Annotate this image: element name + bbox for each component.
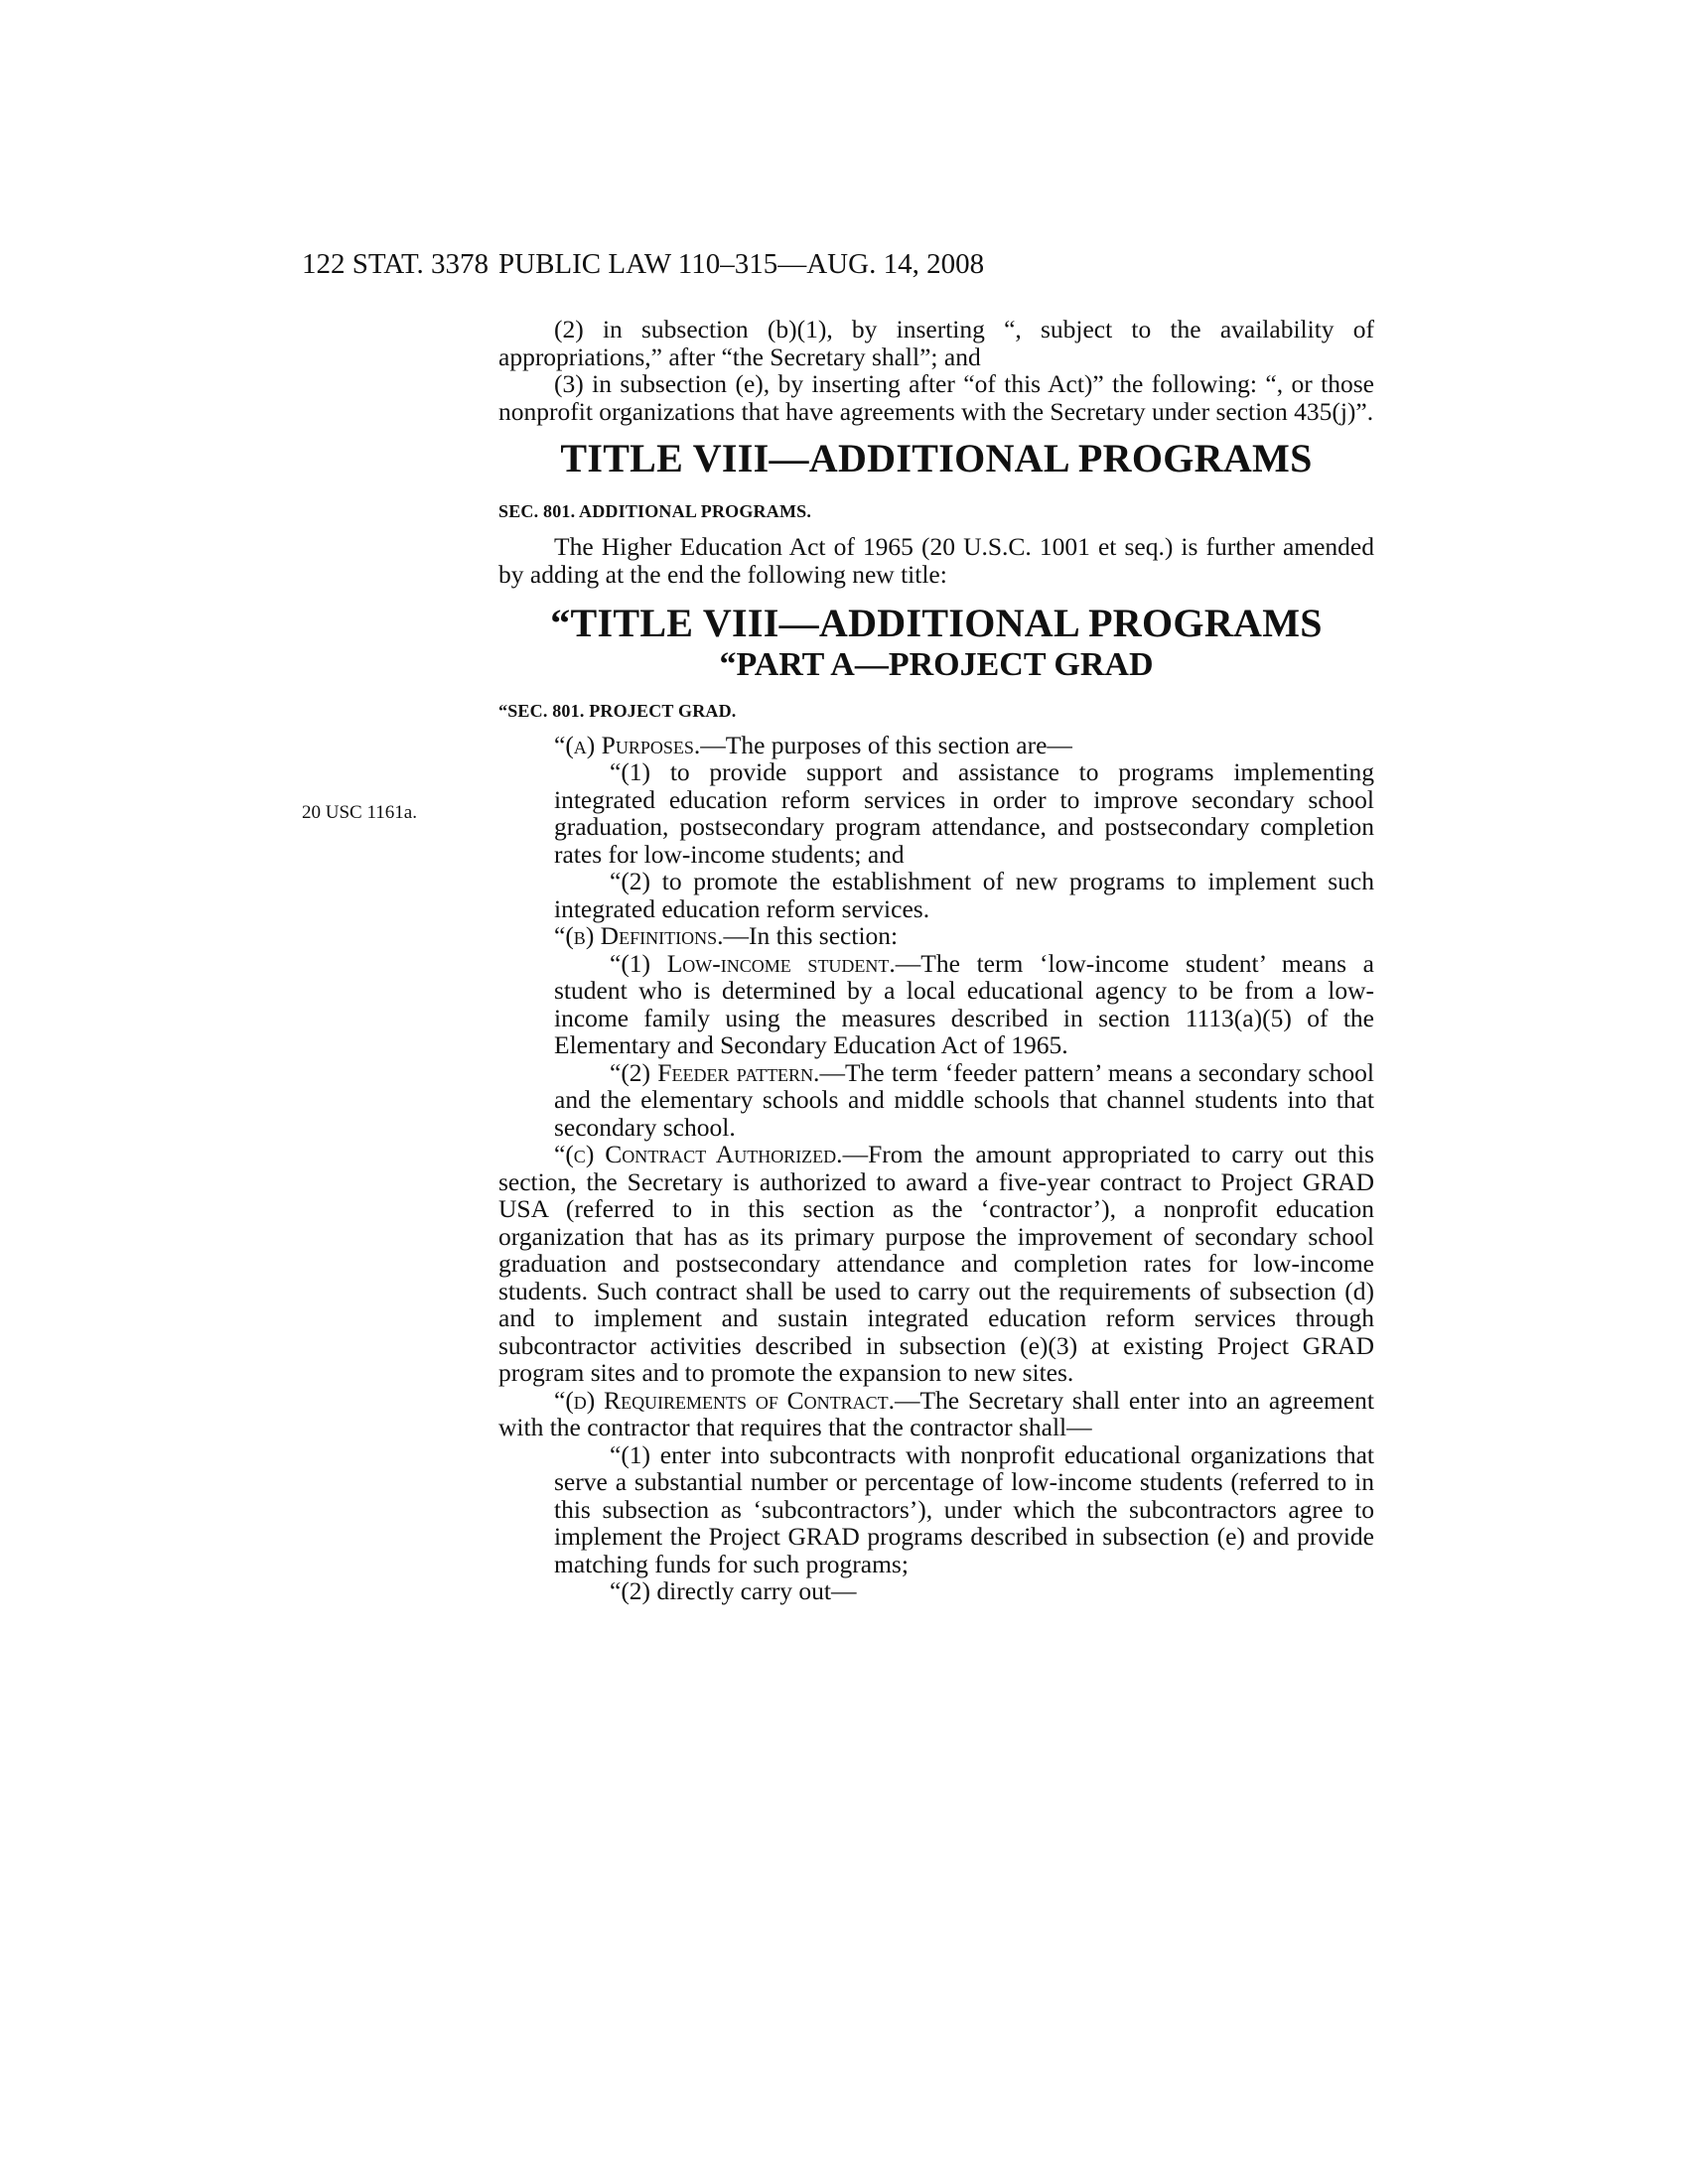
law-citation: PUBLIC LAW 110–315—AUG. 14, 2008 xyxy=(498,248,985,280)
paragraph-a1: “(1) to provide support and assistance to programs implementing integrated education reform services in order to improve secondary school graduation, postsecondary program attendance, and postsecondary completion rates for low-income students; and xyxy=(554,757,1374,869)
sec-801-heading: SEC. 801. ADDITIONAL PROGRAMS. xyxy=(498,500,812,521)
page-number: 122 STAT. 3378 xyxy=(302,248,490,280)
paragraph-b1-label: “(1) Low-income student. xyxy=(610,948,896,978)
sec-801-text: The Higher Education Act of 1965 (20 U.S.C. 1001 et seq.) is further amended by adding at the end the following new title: xyxy=(498,532,1374,589)
paragraph-b1 xyxy=(498,950,1374,1059)
subsection-a-text: —The purposes of this section are— xyxy=(700,730,1072,759)
subsection-c-text: —From the amount appropriated to carry out this section, the Secretary is authorized to award a five-year contract to Project GRAD USA (referred to in this section as the ‘contractor’), a nonprofit education organization that has as its primary purpose the improvement of secondary school graduation and postsecondary attendance and completion rates for low-income students. Such contract shall be used to carry out the requirements of subsection (d) and to implement and sustain integrated education reform services through subcontractor activities described in subsection (e)(3) at existing Project GRAD program sites and to promote the expansion to new sites. xyxy=(498,1140,1375,1387)
paragraph-d1: “(1) enter into subcontracts with nonprofit educational organizations that serve a substantial number or percentage of low-income students (referred to in this subsection as ‘subcontractors’), under which the subcontractors agree to implement the Project GRAD programs described in subsection (e) and provide matching funds for such programs; xyxy=(554,1439,1374,1578)
subsection-a-label: “(a) Purposes. xyxy=(554,730,701,759)
body-column xyxy=(498,316,1374,1605)
subsection-d xyxy=(498,1387,1374,1441)
subsection-b-text: —In this section: xyxy=(723,921,899,950)
paragraph-b2 xyxy=(498,1059,1374,1142)
project-grad-heading: “SEC. 801. PROJECT GRAD. xyxy=(498,701,737,721)
paragraph-b2-text: —The term ‘feeder pattern’ means a secondary school and the elementary schools and middle schools that channel students into that secondary school. xyxy=(554,1057,1374,1142)
subsection-a xyxy=(498,732,1374,759)
subsection-c-label: “(c) Contract Authorized. xyxy=(554,1140,843,1168)
paragraph-b2-label: “(2) Feeder pattern. xyxy=(610,1057,820,1087)
amendment-item-3: (3) in subsection (e), by inserting after “of this Act)” the following: “, or those nonprofit organizations that have agreements with the Secretary under section 435(j)”. xyxy=(498,369,1374,426)
subsection-b-label: “(b) Definitions. xyxy=(554,921,724,950)
title-viii-heading: TITLE VIII—ADDITIONAL PROGRAMS xyxy=(560,436,1313,480)
subsection-c xyxy=(498,1141,1374,1387)
margin-note-usc: 20 USC 1161a. xyxy=(302,802,417,823)
part-a-heading: “PART A—PROJECT GRAD xyxy=(719,645,1154,683)
new-title-heading: “TITLE VIII—ADDITIONAL PROGRAMS xyxy=(550,601,1323,645)
subsection-d-label: “(d) Requirements of Contract. xyxy=(554,1385,895,1415)
subsection-d-text: —The Secretary shall enter into an agreement with the contractor that requires that the contractor shall— xyxy=(498,1385,1374,1441)
paragraph-a2: “(2) to promote the establishment of new programs to implement such integrated education reform services. xyxy=(554,867,1374,923)
subsection-b xyxy=(498,922,1374,950)
paragraph-d2: “(2) directly carry out— xyxy=(610,1576,857,1605)
paragraph-b1-text: —The term ‘low-income student’ means a student who is determined by a local educational agency to be from a low-income family using the measures described in section 1113(a)(5) of the Elementary and Secondary Education Act of 1965. xyxy=(554,948,1374,1059)
amendment-item-2: (2) in subsection (b)(1), by inserting “, subject to the availability of appropriations,” after “the Secretary shall”; and xyxy=(498,315,1374,371)
